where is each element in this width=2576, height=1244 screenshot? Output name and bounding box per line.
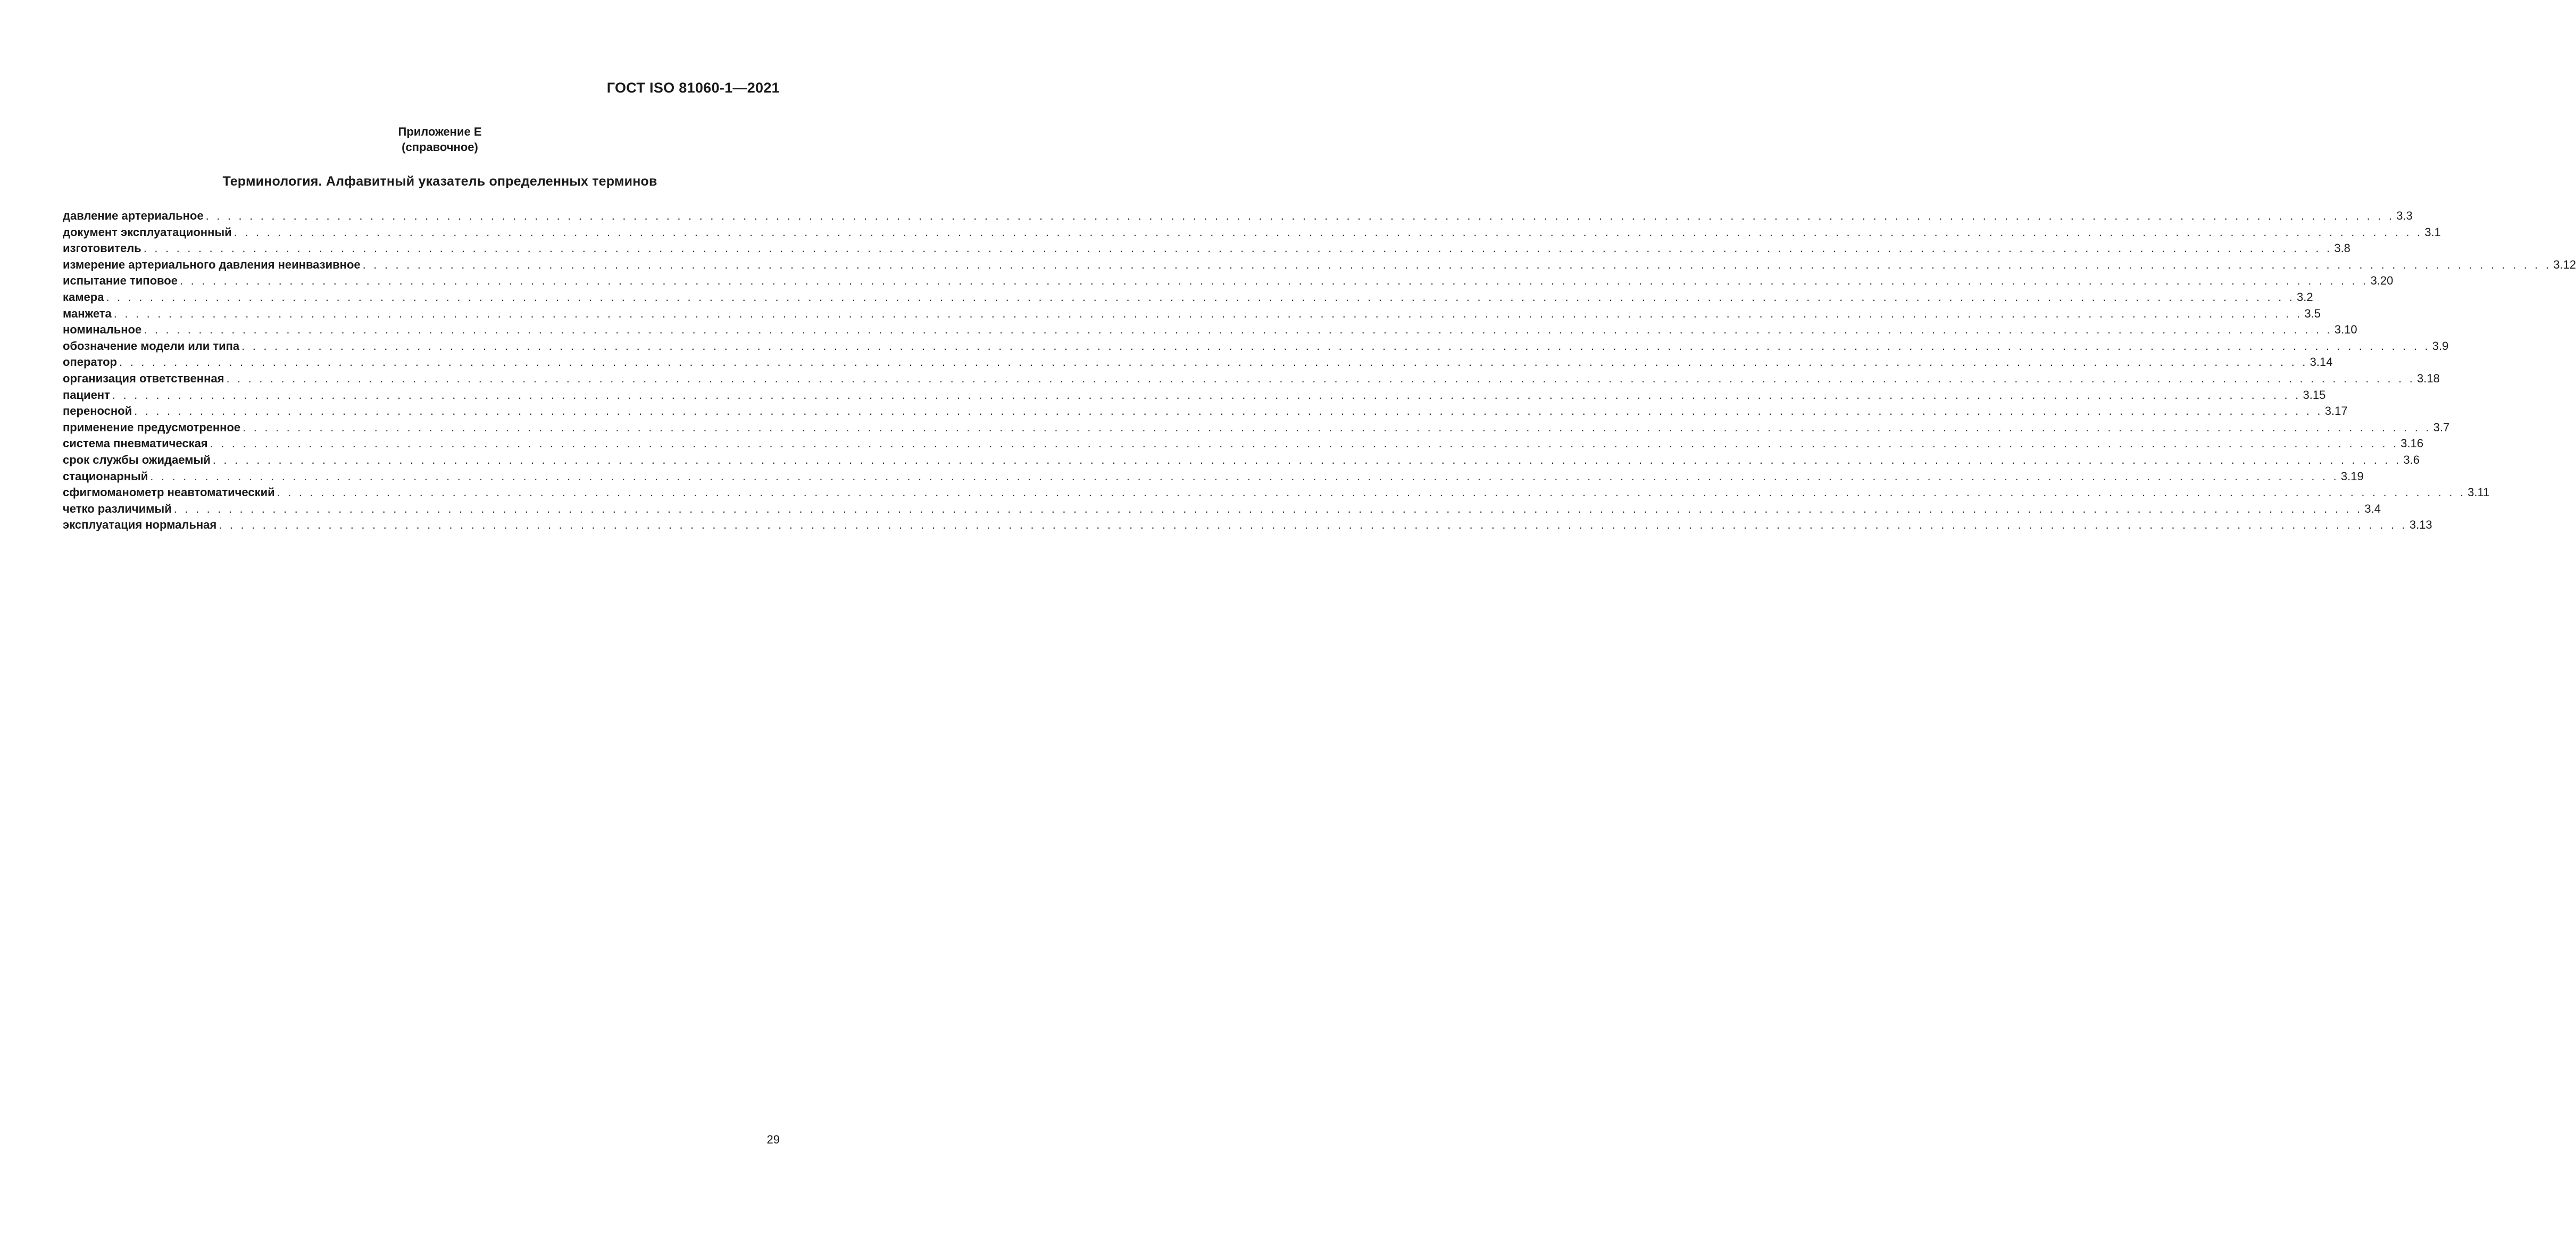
index-reference: 3.6 [2403, 453, 2420, 466]
dot-leader: . . . . . . . . . . . . . . . . . . . . . . . . . . . . . . . . . . . . . . . . . . . . . . . . . . . . . . . . . . . . . . . . . . . . . . . . . . . . . . . . . . . . . . . . . . . . . . . . . . . . . . . . . . . . . . . . . . . . . . . . . . . . . . . . . . . . . . . . . . . . . . . . . . . . . . . . . . . . . . . . . . . . . . . . . . . . . . . . . . . . . . . . . . . . . . . . . . . . . . . . [205, 209, 2395, 222]
dot-leader: . . . . . . . . . . . . . . . . . . . . . . . . . . . . . . . . . . . . . . . . . . . . . . . . . . . . . . . . . . . . . . . . . . . . . . . . . . . . . . . . . . . . . . . . . . . . . . . . . . . . . . . . . . . . . . . . . . . . . . . . . . . . . . . . . . . . . . . . . . . . . . . . . . . . . . . . . . . . . . . . . . . . . . . . . . . . . . . . . . . . . . . . . . . . . . . . . . . . . . . . [112, 388, 2301, 402]
index-entry [63, 208, 2413, 224]
index-reference: 3.20 [2370, 274, 2394, 288]
index-term: давление артериальное [63, 209, 204, 222]
index-entry [63, 517, 2432, 533]
index-term: оператор [63, 355, 117, 369]
dot-leader: . . . . . . . . . . . . . . . . . . . . . . . . . . . . . . . . . . . . . . . . . . . . . . . . . . . . . . . . . . . . . . . . . . . . . . . . . . . . . . . . . . . . . . . . . . . . . . . . . . . . . . . . . . . . . . . . . . . . . . . . . . . . . . . . . . . . . . . . . . . . . . . . . . . . . . . . . . . . . . . . . . . . . . . . . . . . . . . . . . . . . . . . . . . . . . . . . . . . . . . . [219, 518, 2407, 532]
index-entry [63, 322, 2357, 338]
index-entry [63, 240, 2350, 257]
dot-leader: . . . . . . . . . . . . . . . . . . . . . . . . . . . . . . . . . . . . . . . . . . . . . . . . . . . . . . . . . . . . . . . . . . . . . . . . . . . . . . . . . . . . . . . . . . . . . . . . . . . . . . . . . . . . . . . . . . . . . . . . . . . . . . . . . . . . . . . . . . . . . . . . . . . . . . . . . . . . . . . . . . . . . . . . . . . . . . . . . . . . . . . . . . . . . . . . . . . . . . . . [210, 437, 2399, 450]
document-code: ГОСТ ISO 81060-1—2021 [606, 80, 780, 96]
index-term: эксплуатация нормальная [63, 518, 217, 532]
annex-header [0, 124, 880, 155]
index-entry [63, 403, 2348, 420]
index-reference: 3.4 [2364, 502, 2381, 515]
index-term: применение предусмотренное [63, 420, 241, 434]
index-entry [63, 306, 2321, 322]
dot-leader: . . . . . . . . . . . . . . . . . . . . . . . . . . . . . . . . . . . . . . . . . . . . . . . . . . . . . . . . . . . . . . . . . . . . . . . . . . . . . . . . . . . . . . . . . . . . . . . . . . . . . . . . . . . . . . . . . . . . . . . . . . . . . . . . . . . . . . . . . . . . . . . . . . . . . . . . . . . . . . . . . . . . . . . . . . . . . . . . . . . . . . . . . . . . . . . . . . . . . . . . [277, 486, 2466, 499]
dot-leader: . . . . . . . . . . . . . . . . . . . . . . . . . . . . . . . . . . . . . . . . . . . . . . . . . . . . . . . . . . . . . . . . . . . . . . . . . . . . . . . . . . . . . . . . . . . . . . . . . . . . . . . . . . . . . . . . . . . . . . . . . . . . . . . . . . . . . . . . . . . . . . . . . . . . . . . . . . . . . . . . . . . . . . . . . . . . . . . . . . . . . . . . . . . . . . . . . . . . . . . . [226, 371, 2415, 385]
annex-heading: Терминология. Алфавитный указатель определенных терминов [222, 174, 657, 189]
index-reference: 3.16 [2400, 437, 2424, 450]
index-entry [63, 436, 2424, 452]
index-reference: 3.17 [2324, 404, 2348, 418]
index-entry [63, 387, 2326, 404]
dot-leader: . . . . . . . . . . . . . . . . . . . . . . . . . . . . . . . . . . . . . . . . . . . . . . . . . . . . . . . . . . . . . . . . . . . . . . . . . . . . . . . . . . . . . . . . . . . . . . . . . . . . . . . . . . . . . . . . . . . . . . . . . . . . . . . . . . . . . . . . . . . . . . . . . . . . . . . . . . . . . . . . . . . . . . . . . . . . . . . . . . . . . . . . . . . . . . . . . . . . . . . . [173, 502, 2363, 515]
index-entry [63, 485, 2490, 501]
dot-leader: . . . . . . . . . . . . . . . . . . . . . . . . . . . . . . . . . . . . . . . . . . . . . . . . . . . . . . . . . . . . . . . . . . . . . . . . . . . . . . . . . . . . . . . . . . . . . . . . . . . . . . . . . . . . . . . . . . . . . . . . . . . . . . . . . . . . . . . . . . . . . . . . . . . . . . . . . . . . . . . . . . . . . . . . . . . . . . . . . . . . . . . . . . . . . . . . . . . . . . . . [134, 404, 2323, 418]
annex-title-line: Приложение E [398, 125, 482, 138]
index-term: сфигмоманометр неавтоматический [63, 486, 275, 499]
index-entry [63, 289, 2313, 306]
index-reference: 3.1 [2424, 225, 2441, 239]
index-term: камера [63, 290, 104, 304]
index-entry [63, 354, 2333, 371]
index-term: система пневматическая [63, 437, 208, 450]
index-reference: 3.3 [2396, 209, 2413, 222]
index-term: стационарный [63, 469, 148, 483]
index-reference: 3.11 [2467, 486, 2490, 499]
index-entry [63, 257, 2576, 273]
index-entry [63, 469, 2364, 485]
dot-leader: . . . . . . . . . . . . . . . . . . . . . . . . . . . . . . . . . . . . . . . . . . . . . . . . . . . . . . . . . . . . . . . . . . . . . . . . . . . . . . . . . . . . . . . . . . . . . . . . . . . . . . . . . . . . . . . . . . . . . . . . . . . . . . . . . . . . . . . . . . . . . . . . . . . . . . . . . . . . . . . . . . . . . . . . . . . . . . . . . . . . . . . . . . . . . . . . . . . . . . . . [243, 420, 2431, 434]
dot-leader: . . . . . . . . . . . . . . . . . . . . . . . . . . . . . . . . . . . . . . . . . . . . . . . . . . . . . . . . . . . . . . . . . . . . . . . . . . . . . . . . . . . . . . . . . . . . . . . . . . . . . . . . . . . . . . . . . . . . . . . . . . . . . . . . . . . . . . . . . . . . . . . . . . . . . . . . . . . . . . . . . . . . . . . . . . . . . . . . . . . . . . . . . . . . . . . . . . . . . . . . [144, 323, 2332, 337]
index-reference: 3.12 [2553, 257, 2576, 271]
annex-status-line: (справочное) [402, 140, 478, 154]
index-reference: 3.13 [2409, 518, 2432, 532]
index-term: номинальное [63, 323, 142, 337]
index-term: переносной [63, 404, 132, 418]
dot-leader: . . . . . . . . . . . . . . . . . . . . . . . . . . . . . . . . . . . . . . . . . . . . . . . . . . . . . . . . . . . . . . . . . . . . . . . . . . . . . . . . . . . . . . . . . . . . . . . . . . . . . . . . . . . . . . . . . . . . . . . . . . . . . . . . . . . . . . . . . . . . . . . . . . . . . . . . . . . . . . . . . . . . . . . . . . . . . . . . . . . . . . . . . . . . . . . . . . . . . . . . [212, 453, 2402, 466]
index-reference: 3.18 [2417, 371, 2440, 385]
index-entry [63, 338, 2449, 355]
dot-leader: . . . . . . . . . . . . . . . . . . . . . . . . . . . . . . . . . . . . . . . . . . . . . . . . . . . . . . . . . . . . . . . . . . . . . . . . . . . . . . . . . . . . . . . . . . . . . . . . . . . . . . . . . . . . . . . . . . . . . . . . . . . . . . . . . . . . . . . . . . . . . . . . . . . . . . . . . . . . . . . . . . . . . . . . . . . . . . . . . . . . . . . . . . . . . . . . . . . . . . . . [179, 274, 2369, 288]
index-term: манжета [63, 306, 112, 320]
dot-leader: . . . . . . . . . . . . . . . . . . . . . . . . . . . . . . . . . . . . . . . . . . . . . . . . . . . . . . . . . . . . . . . . . . . . . . . . . . . . . . . . . . . . . . . . . . . . . . . . . . . . . . . . . . . . . . . . . . . . . . . . . . . . . . . . . . . . . . . . . . . . . . . . . . . . . . . . . . . . . . . . . . . . . . . . . . . . . . . . . . . . . . . . . . . . . . . . . . . . . . . . [106, 290, 2295, 304]
index-entry [63, 501, 2381, 517]
index-reference: 3.19 [2340, 469, 2364, 483]
index-reference: 3.9 [2432, 339, 2449, 353]
index-entry [63, 273, 2394, 289]
index-reference: 3.10 [2334, 323, 2357, 337]
index-reference: 3.8 [2334, 241, 2350, 255]
dot-leader: . . . . . . . . . . . . . . . . . . . . . . . . . . . . . . . . . . . . . . . . . . . . . . . . . . . . . . . . . . . . . . . . . . . . . . . . . . . . . . . . . . . . . . . . . . . . . . . . . . . . . . . . . . . . . . . . . . . . . . . . . . . . . . . . . . . . . . . . . . . . . . . . . . . . . . . . . . . . . . . . . . . . . . . . . . . . . . . . . . . . . . . . . . . . . . . . . . . . . . . . [362, 257, 2552, 271]
index-term: четко различимый [63, 502, 172, 515]
index-term: документ эксплуатационный [63, 225, 232, 239]
index-term: измерение артериального давления неинвазивное [63, 257, 361, 271]
index-term: организация ответственная [63, 371, 224, 385]
index-reference: 3.7 [2433, 420, 2450, 434]
index-reference: 3.2 [2297, 290, 2313, 304]
dot-leader: . . . . . . . . . . . . . . . . . . . . . . . . . . . . . . . . . . . . . . . . . . . . . . . . . . . . . . . . . . . . . . . . . . . . . . . . . . . . . . . . . . . . . . . . . . . . . . . . . . . . . . . . . . . . . . . . . . . . . . . . . . . . . . . . . . . . . . . . . . . . . . . . . . . . . . . . . . . . . . . . . . . . . . . . . . . . . . . . . . . . . . . . . . . . . . . . . . . . . . . . [241, 339, 2430, 353]
dot-leader: . . . . . . . . . . . . . . . . . . . . . . . . . . . . . . . . . . . . . . . . . . . . . . . . . . . . . . . . . . . . . . . . . . . . . . . . . . . . . . . . . . . . . . . . . . . . . . . . . . . . . . . . . . . . . . . . . . . . . . . . . . . . . . . . . . . . . . . . . . . . . . . . . . . . . . . . . . . . . . . . . . . . . . . . . . . . . . . . . . . . . . . . . . . . . . . . . . . . . . . . [143, 241, 2332, 255]
index-term: испытание типовое [63, 274, 178, 288]
index-reference: 3.5 [2304, 306, 2321, 320]
index-term: пациент [63, 388, 110, 402]
index-reference: 3.15 [2303, 388, 2326, 402]
index-entry [63, 452, 2420, 469]
term-index [63, 208, 2576, 533]
dot-leader: . . . . . . . . . . . . . . . . . . . . . . . . . . . . . . . . . . . . . . . . . . . . . . . . . . . . . . . . . . . . . . . . . . . . . . . . . . . . . . . . . . . . . . . . . . . . . . . . . . . . . . . . . . . . . . . . . . . . . . . . . . . . . . . . . . . . . . . . . . . . . . . . . . . . . . . . . . . . . . . . . . . . . . . . . . . . . . . . . . . . . . . . . . . . . . . . . . . . . . . . [150, 469, 2339, 483]
index-term: срок службы ожидаемый [63, 453, 211, 466]
index-term: изготовитель [63, 241, 141, 255]
index-entry [63, 420, 2450, 436]
dot-leader: . . . . . . . . . . . . . . . . . . . . . . . . . . . . . . . . . . . . . . . . . . . . . . . . . . . . . . . . . . . . . . . . . . . . . . . . . . . . . . . . . . . . . . . . . . . . . . . . . . . . . . . . . . . . . . . . . . . . . . . . . . . . . . . . . . . . . . . . . . . . . . . . . . . . . . . . . . . . . . . . . . . . . . . . . . . . . . . . . . . . . . . . . . . . . . . . . . . . . . . . [113, 306, 2303, 320]
index-term: обозначение модели или типа [63, 339, 240, 353]
index-entry [63, 224, 2441, 241]
dot-leader: . . . . . . . . . . . . . . . . . . . . . . . . . . . . . . . . . . . . . . . . . . . . . . . . . . . . . . . . . . . . . . . . . . . . . . . . . . . . . . . . . . . . . . . . . . . . . . . . . . . . . . . . . . . . . . . . . . . . . . . . . . . . . . . . . . . . . . . . . . . . . . . . . . . . . . . . . . . . . . . . . . . . . . . . . . . . . . . . . . . . . . . . . . . . . . . . . . . . . . . . [119, 355, 2308, 369]
page-number: 29 [766, 1133, 780, 1146]
dot-leader: . . . . . . . . . . . . . . . . . . . . . . . . . . . . . . . . . . . . . . . . . . . . . . . . . . . . . . . . . . . . . . . . . . . . . . . . . . . . . . . . . . . . . . . . . . . . . . . . . . . . . . . . . . . . . . . . . . . . . . . . . . . . . . . . . . . . . . . . . . . . . . . . . . . . . . . . . . . . . . . . . . . . . . . . . . . . . . . . . . . . . . . . . . . . . . . . . . . . . . . . [234, 225, 2423, 239]
index-reference: 3.14 [2310, 355, 2333, 369]
index-entry [63, 371, 2440, 387]
